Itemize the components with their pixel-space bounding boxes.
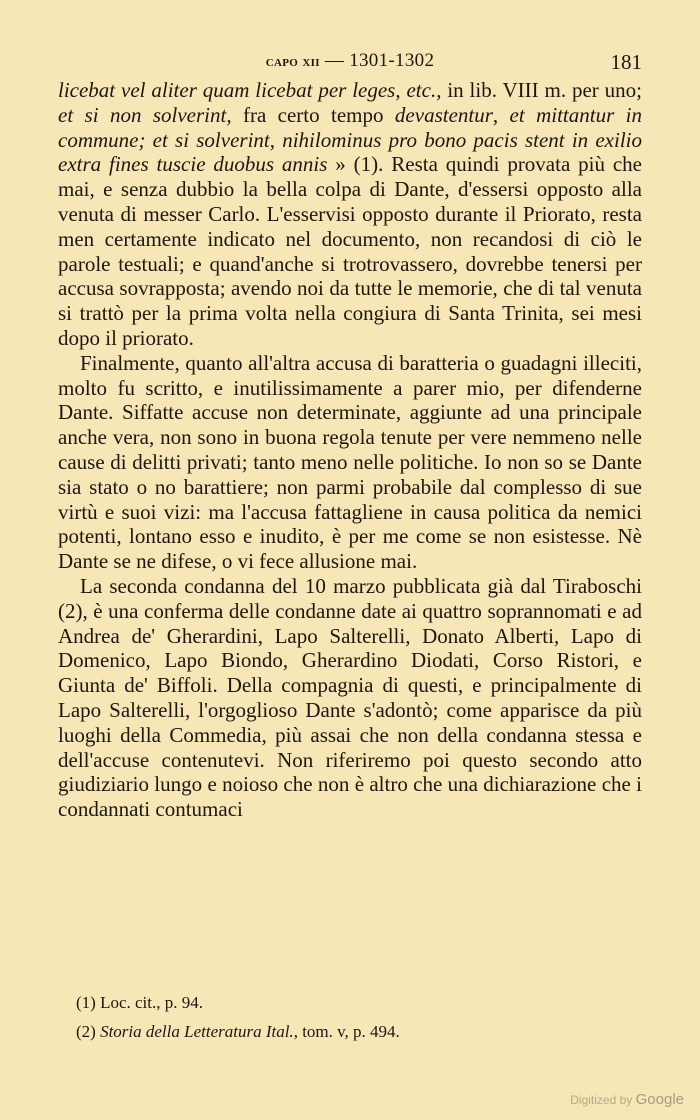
- paragraph: [58, 78, 642, 351]
- text-run: Finalmente, quanto all'altra accusa di baratteria o guadagni illeciti, molto fu scritto, e inutilissimamente a parer mio, per difenderne Dante. Siffatte accuse non determinate, aggiunte ad una principale anche vera, non sono in buona regola tenute per vere nemmeno nelle cause di delitti privati; tanto meno nelle politiche. Io non so se Dante sia stato o no barattiere; non parmi probabile dal complesso di sue virtù e suoi vizi: ma l'accusa fattagliene in causa politica da nemici potenti, lontano esso e inudito, è per me come se non esistesse. Nè Dante se ne difese, o vi fece allusione mai.: [58, 350, 642, 574]
- footnote-mark: (1): [76, 993, 96, 1012]
- text-run: , in lib. VIII m. per uno;: [436, 78, 642, 102]
- text-run: fra certo tempo: [231, 102, 395, 127]
- text-run: ,: [269, 127, 283, 152]
- italic-text: etc.: [406, 78, 437, 102]
- paragraph: [58, 351, 642, 574]
- paragraph: [58, 574, 642, 822]
- text-run: La seconda condanna del 10 marzo pubblicata già dal Tiraboschi (2), è una conferma delle condanne date ai quattro soprannomati e ad Andrea de' Gherardini, Lapo Salterelli, Donato Alberti, Lapo di Domenico, Lapo Biondo, Gherardino Diodati, Corso Ristori, e Giunta de' Biffoli. Della compagnia di questi, e principalmente di Lapo Salterelli, l'orgoglioso Dante s'adontò; come apparisce da più luoghi della Commedia, più assai che non della condanna stessa e dell'accuse contenutevi. Non riferiremo poi questo secondo atto giudiziario lungo e noioso che non è altro che una dichiarazione che i condannati contumaci: [58, 573, 642, 822]
- italic-text: Storia della Letteratura Ital.: [100, 1022, 294, 1041]
- watermark-prefix: Digitized by: [570, 1093, 636, 1107]
- text-run: ,: [395, 78, 407, 102]
- text-run: , tom. v, p. 494.: [293, 1022, 400, 1041]
- running-head: [58, 50, 642, 80]
- chapter-dates: — 1301-1302: [319, 50, 435, 71]
- italic-text: devastentur: [394, 102, 493, 127]
- text-run: Loc. cit., p. 94.: [95, 993, 203, 1012]
- body-text: [58, 78, 642, 822]
- italic-text: et mittantur in commune; et si solverint: [58, 102, 642, 152]
- digitized-watermark: [570, 1091, 684, 1108]
- footnote-mark: (2): [76, 1022, 96, 1041]
- italic-text: nihilominus pro bono pacis stent in exilio extra fines tuscie duobus annis: [58, 127, 643, 177]
- page-number: 181: [610, 50, 642, 74]
- footnote: [76, 1017, 636, 1046]
- chapter-heading: [58, 50, 642, 72]
- text-run: ,: [492, 102, 510, 127]
- italic-text: et si non solverint,: [58, 102, 232, 127]
- italic-text: licebat vel aliter quam licebat per leges: [58, 78, 396, 102]
- chapter-label: capo xii: [265, 53, 320, 70]
- footnote: [76, 988, 636, 1017]
- text-run: » (1). Resta quindi provata più che mai, e senza dubbio la bella colpa di Dante, d'essersi opposto alla venuta di messer Carlo. L'esservisi opposto durante il Priorato, resta men certamente indicato nel documento, non recandosi di ciò le parole testuali; e quand'anche si trotrovassero, dovrebbe tenersi per accusa sovrapposta; avendo noi da tutte le memorie, che di tal venuta si trattò per la prima volta nella congiura di Santa Trinita, sei mesi dopo il priorato.: [58, 152, 642, 350]
- google-logo: Google: [635, 1091, 684, 1108]
- footnotes: [76, 988, 636, 1046]
